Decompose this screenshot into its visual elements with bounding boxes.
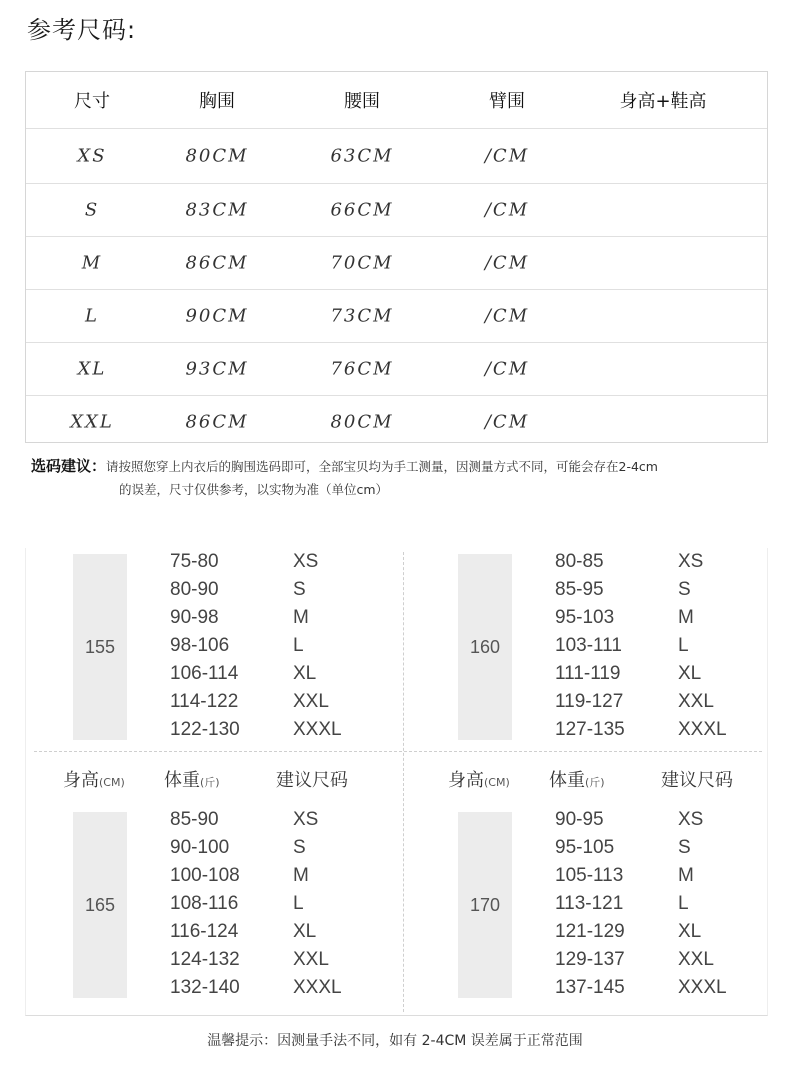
weight-range: 127-135 [555,719,625,740]
weight-range: 98-106 [170,635,230,656]
col-header-size: 建议尺码 [276,770,348,791]
size-value: XXL [678,949,714,970]
cell-size: M [81,252,103,274]
size-value: XL [678,921,702,942]
col-header-weight: 体重(斤) [164,770,220,791]
cell-arm: /CM [484,199,530,221]
size-column [678,548,727,744]
size-value: XXXL [293,977,342,998]
cell-waist: 70CM [330,252,394,274]
size-value: L [678,893,689,914]
weight-range: 129-137 [555,949,625,970]
size-value: XL [293,921,317,942]
size-value: S [293,837,306,858]
advice-label: 选码建议： [31,457,107,475]
header-size: 尺寸 [74,91,110,112]
size-value: XS [293,551,319,572]
weight-range: 121-129 [555,921,625,942]
cell-chest: 90CM [185,305,249,327]
header-arm: 臂围 [489,91,525,112]
cell-chest: 86CM [185,252,249,274]
weight-range: 90-100 [170,837,230,858]
weight-range: 75-80 [170,551,219,572]
cell-arm: /CM [484,411,530,433]
weight-column [555,806,625,1002]
size-advice [31,455,771,501]
cell-chest: 86CM [185,411,249,433]
col-header-size: 建议尺码 [661,770,733,791]
weight-range: 119-127 [555,691,624,712]
cell-chest: 80CM [185,145,249,167]
weight-range: 108-116 [170,893,239,914]
size-value: XXXL [293,719,342,740]
cell-size: XXL [70,411,114,433]
size-column [678,806,727,1002]
size-value: L [293,635,304,656]
size-value: XS [293,809,319,830]
size-value: XXL [293,691,329,712]
cell-chest: 93CM [185,358,249,380]
size-value: M [678,607,694,628]
cell-waist: 66CM [330,199,394,221]
size-value: L [293,893,304,914]
col-header-weight: 体重(斤) [549,770,605,791]
size-table [25,71,768,443]
cell-waist: 76CM [330,358,394,380]
advice-text-line1: 请按照您穿上内衣后的胸围选码即可，全部宝贝均为手工测量，因测量方式不同，可能会存在2-4cm [106,459,658,474]
cell-size: XS [77,145,107,167]
weight-column [555,548,625,744]
size-table-header [26,72,767,129]
page-title: 参考尺码: [27,16,137,44]
size-value: XS [678,551,704,572]
height-value: 160 [458,554,512,740]
table-row [26,343,767,396]
cell-waist: 80CM [330,411,394,433]
height-group-165 [26,766,396,1016]
cell-chest: 83CM [185,199,249,221]
size-value: XL [293,663,317,684]
cell-waist: 63CM [330,145,394,167]
size-value: XL [678,663,702,684]
weight-range: 85-95 [555,579,604,600]
height-group-160 [404,548,774,778]
height-value: 165 [73,812,127,998]
height-group-155 [26,548,396,778]
weight-range: 80-90 [170,579,219,600]
col-header-height: 身高(CM) [63,770,125,791]
weight-range: 100-108 [170,865,240,886]
cell-arm: /CM [484,358,530,380]
size-value: XXL [678,691,714,712]
size-value: S [678,579,691,600]
cell-size: S [84,199,100,221]
cell-arm: /CM [484,252,530,274]
footer-note: 温馨提示：因测量手法不同，如有 2-4CM 误差属于正常范围 [207,1033,583,1049]
height-group-170 [404,766,774,1016]
weight-range: 95-105 [555,837,615,858]
weight-range: 132-140 [170,977,240,998]
weight-column [170,548,240,744]
size-value: L [678,635,689,656]
height-value: 155 [73,554,127,740]
size-value: XXXL [678,719,727,740]
weight-range: 116-124 [170,921,239,942]
header-waist: 腰围 [344,91,380,112]
size-value: M [678,865,694,886]
weight-range: 90-98 [170,607,219,628]
table-row [26,129,767,184]
weight-range: 105-113 [555,865,624,886]
weight-range: 106-114 [170,663,239,684]
weight-range: 114-122 [170,691,239,712]
cell-arm: /CM [484,145,530,167]
weight-range: 124-132 [170,949,240,970]
weight-range: 122-130 [170,719,240,740]
height-value: 170 [458,812,512,998]
weight-column [170,806,240,1002]
size-column [293,806,342,1002]
table-row [26,290,767,343]
weight-range: 103-111 [555,635,622,656]
cell-waist: 73CM [330,305,394,327]
weight-range: 113-121 [555,893,624,914]
size-value: XS [678,809,704,830]
size-column [293,548,342,744]
height-weight-table [25,548,768,1016]
size-value: M [293,607,309,628]
size-value: M [293,865,309,886]
cell-size: L [85,305,99,327]
table-row [26,184,767,237]
cell-size: XL [77,358,107,380]
table-row [26,396,767,448]
weight-range: 80-85 [555,551,604,572]
advice-text-line2: 的误差，尺寸仅供参考，以实物为准（单位cm） [119,482,389,497]
weight-range: 111-119 [555,663,621,684]
header-height-shoe: 身高+鞋高 [619,91,707,112]
header-chest: 胸围 [199,91,235,112]
weight-range: 137-145 [555,977,625,998]
weight-range: 85-90 [170,809,219,830]
size-value: XXL [293,949,329,970]
cell-arm: /CM [484,305,530,327]
weight-range: 90-95 [555,809,604,830]
table-row [26,237,767,290]
size-value: XXXL [678,977,727,998]
col-header-height: 身高(CM) [448,770,510,791]
size-value: S [678,837,691,858]
weight-range: 95-103 [555,607,615,628]
size-value: S [293,579,306,600]
